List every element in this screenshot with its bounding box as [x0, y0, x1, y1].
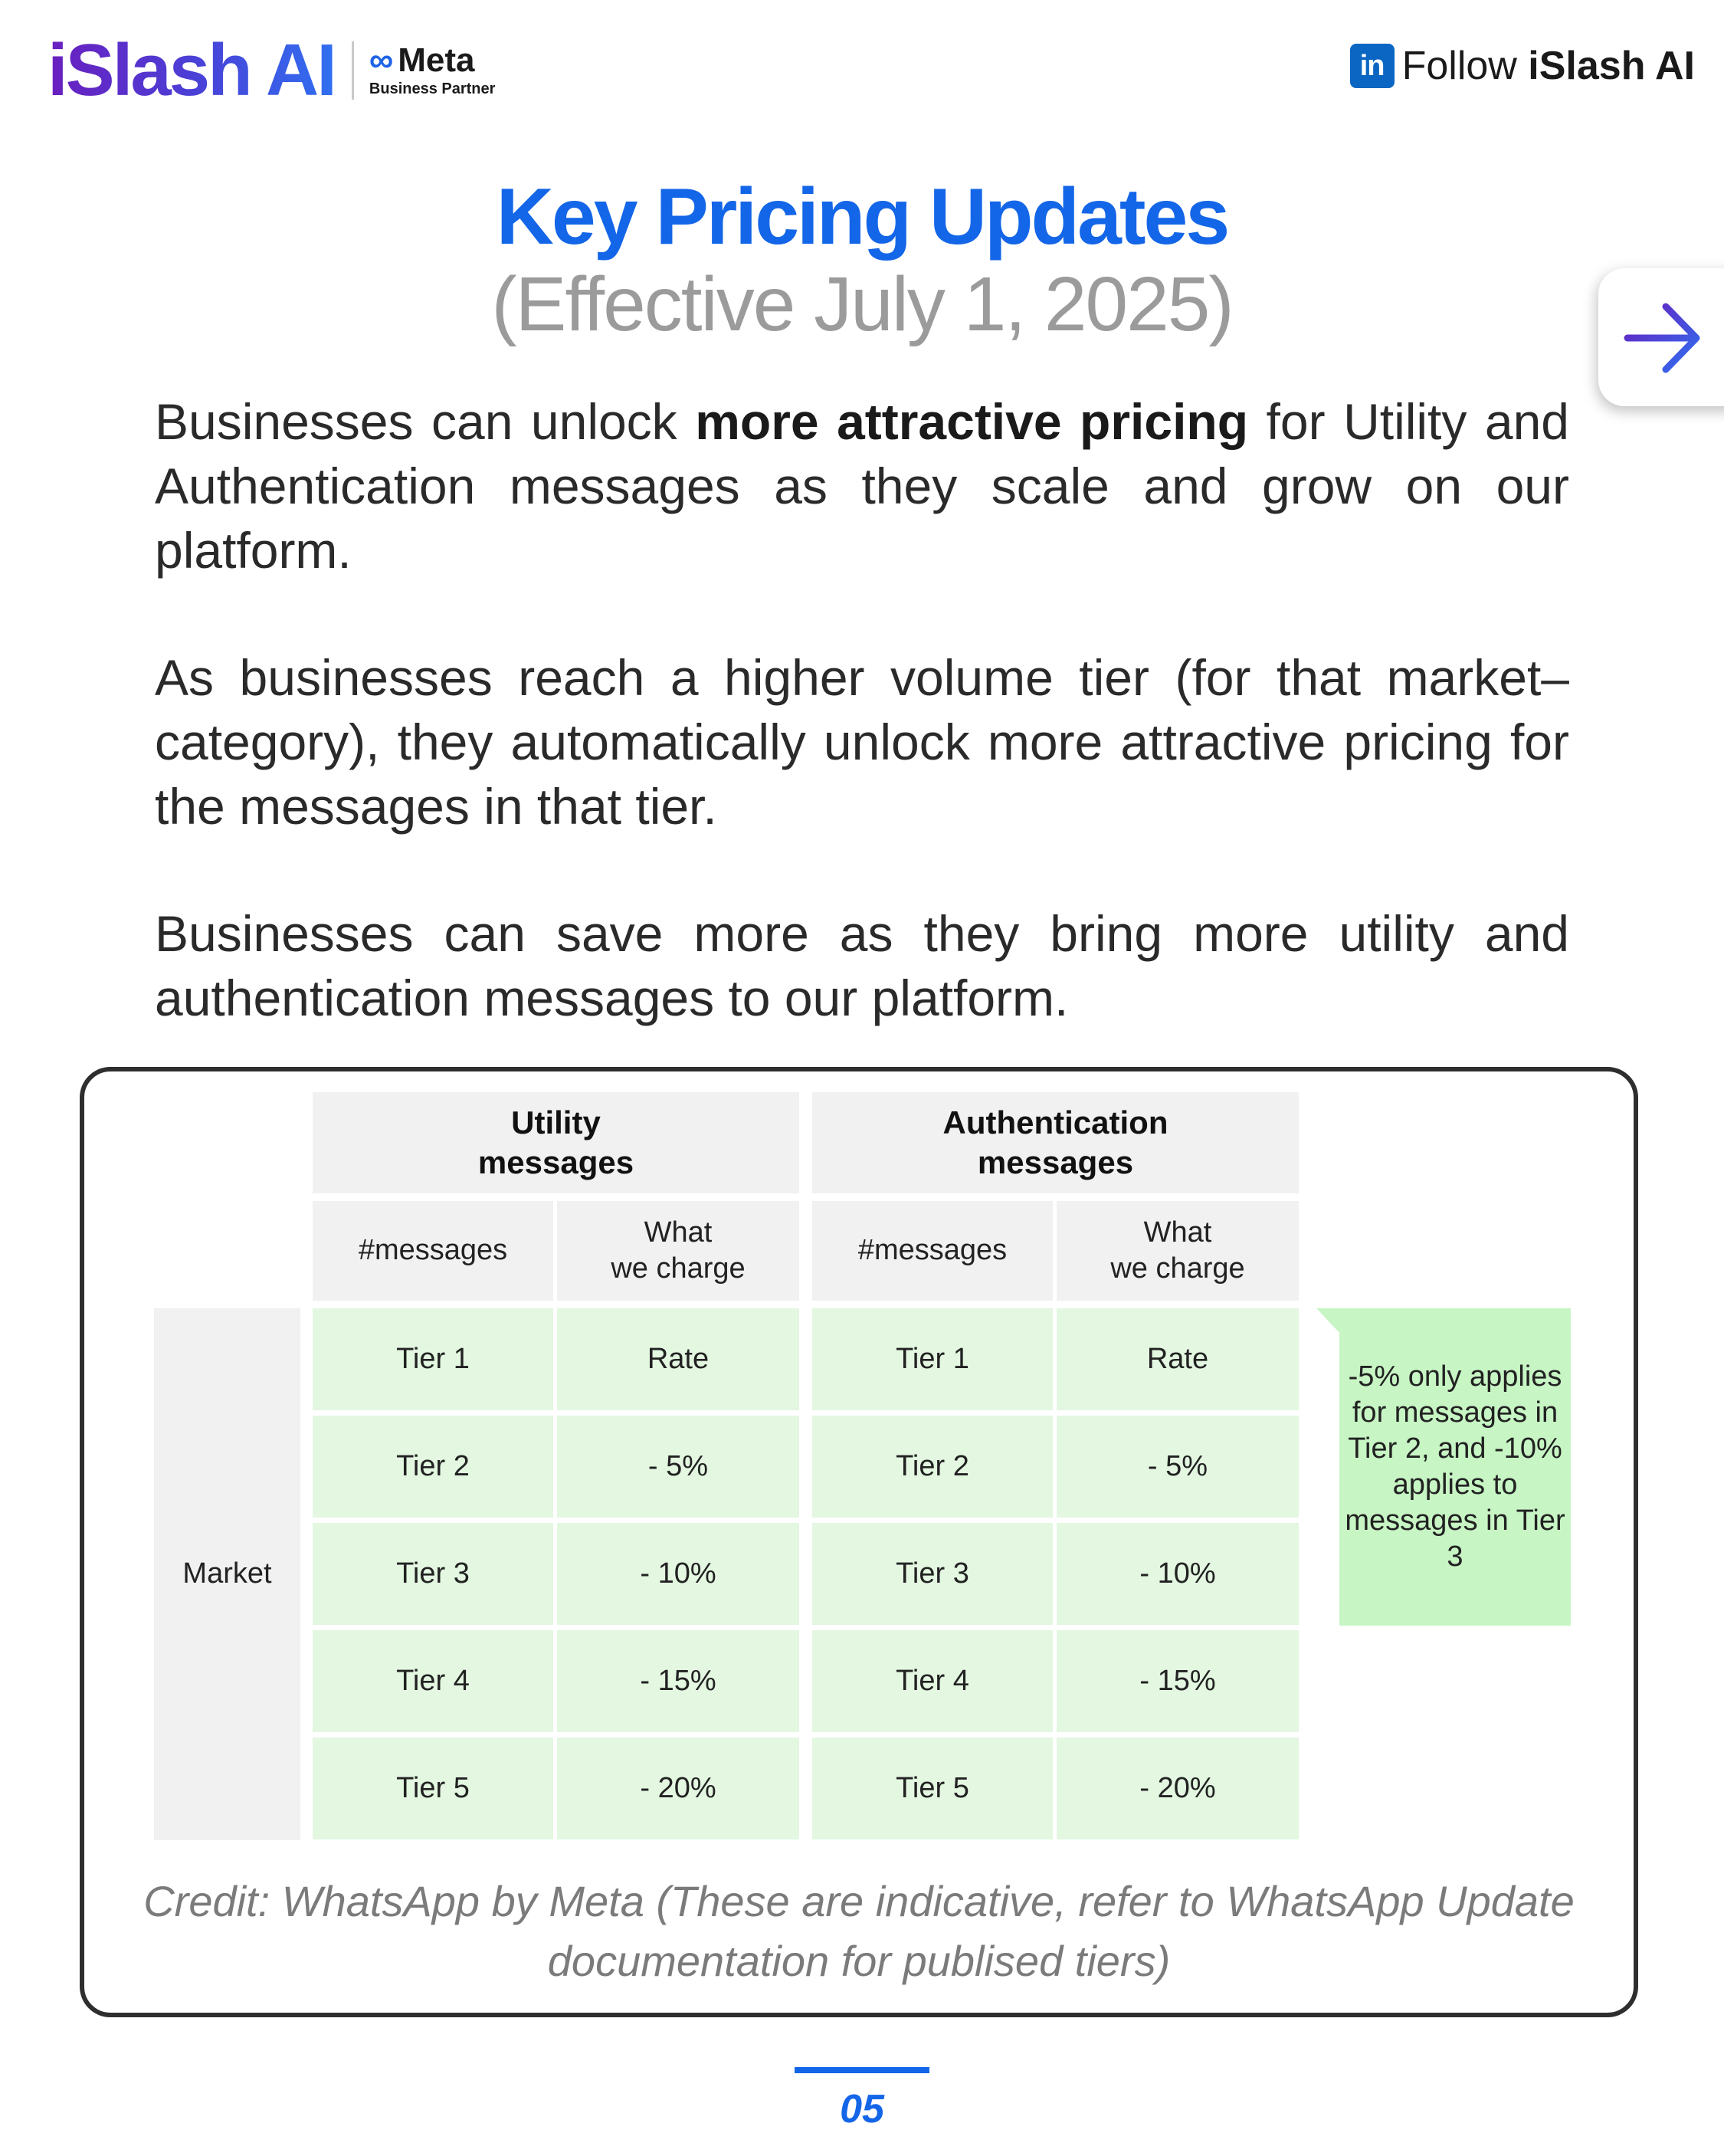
authentication-header: Authentication messages: [812, 1092, 1299, 1193]
meta-partner-badge: [369, 41, 496, 98]
follow-name: iSlash AI: [1528, 44, 1695, 88]
auth-charge-cell: - 10%: [1057, 1523, 1299, 1625]
utility-charge-cell: Rate: [557, 1308, 799, 1410]
page-subtitle: (Effective July 1, 2025): [491, 261, 1233, 347]
auth-tier-cell: Tier 5: [812, 1738, 1053, 1839]
follow-text: [1402, 43, 1695, 89]
note-tip: [1316, 1308, 1341, 1334]
page-title: Key Pricing Updates: [496, 172, 1228, 261]
auth-charge-cell: - 20%: [1057, 1738, 1299, 1839]
credit-text: Credit: WhatsApp by Meta (These are indicative, refer to WhatsApp Update documentation for publised tiers): [143, 1877, 1575, 1985]
paragraph-2: As businesses reach a higher volume tier (for that market–category), they automatically unlock more attractive pricing for the messages in that tier.: [155, 649, 1569, 835]
auth-tier-cell: Tier 3: [812, 1523, 1053, 1625]
paragraph-3: Businesses can save more as they bring more utility and authentication messages to our platform.: [155, 905, 1569, 1026]
utility-tier-cell: Tier 5: [313, 1738, 553, 1839]
meta-name: Meta: [398, 41, 475, 79]
utility-tier-cell: Tier 3: [313, 1523, 553, 1625]
utility-tier-cell: Tier 4: [313, 1630, 553, 1732]
utility-tier-cell: Tier 1: [313, 1308, 553, 1410]
paragraph-1: [155, 389, 1569, 582]
auth-charge-cell: Rate: [1057, 1308, 1299, 1410]
auth-charge-cell: - 5%: [1057, 1416, 1299, 1518]
subheader-charge: What we charge: [1057, 1201, 1299, 1301]
linkedin-icon: in: [1350, 44, 1395, 88]
follow-prefix: Follow: [1401, 44, 1529, 88]
auth-tier-cell: Tier 1: [812, 1308, 1053, 1410]
islash-logo-text: iSlash AI: [48, 29, 335, 111]
utility-tier-cell: Tier 2: [313, 1416, 553, 1518]
follow-link[interactable]: [1350, 43, 1695, 89]
utility-charge-cell: - 10%: [557, 1523, 799, 1625]
p1-text-start: Businesses can unlock: [155, 393, 696, 450]
subheader-messages: #messages: [812, 1201, 1053, 1301]
subheader-charge: What we charge: [557, 1201, 799, 1301]
meta-infinity-icon: ∞: [369, 41, 394, 79]
p1-text-end: for Utility and Authentication messages as they scale and grow on our platform.: [155, 393, 1570, 579]
row-label-market: Market: [154, 1308, 300, 1840]
auth-charge-cell: - 15%: [1057, 1630, 1299, 1732]
page-indicator-bar: [795, 2067, 929, 2073]
subheader-messages: #messages: [313, 1201, 553, 1301]
auth-tier-cell: Tier 4: [812, 1630, 1053, 1732]
tier-note: -5% only applies for messages in Tier 2, and -10% applies to messages in Tier 3: [1339, 1308, 1571, 1626]
page-number: 05: [840, 2087, 884, 2131]
brand-logo: [48, 29, 496, 111]
logo-divider: [352, 41, 354, 100]
utility-charge-cell: - 20%: [557, 1738, 799, 1839]
partner-subtitle: Business Partner: [369, 80, 496, 97]
utility-header: Utility messages: [313, 1092, 799, 1193]
utility-charge-cell: - 15%: [557, 1630, 799, 1732]
auth-tier-cell: Tier 2: [812, 1416, 1053, 1518]
utility-charge-cell: - 5%: [557, 1416, 799, 1518]
p1-bold-text: more attractive pricing: [695, 393, 1249, 450]
